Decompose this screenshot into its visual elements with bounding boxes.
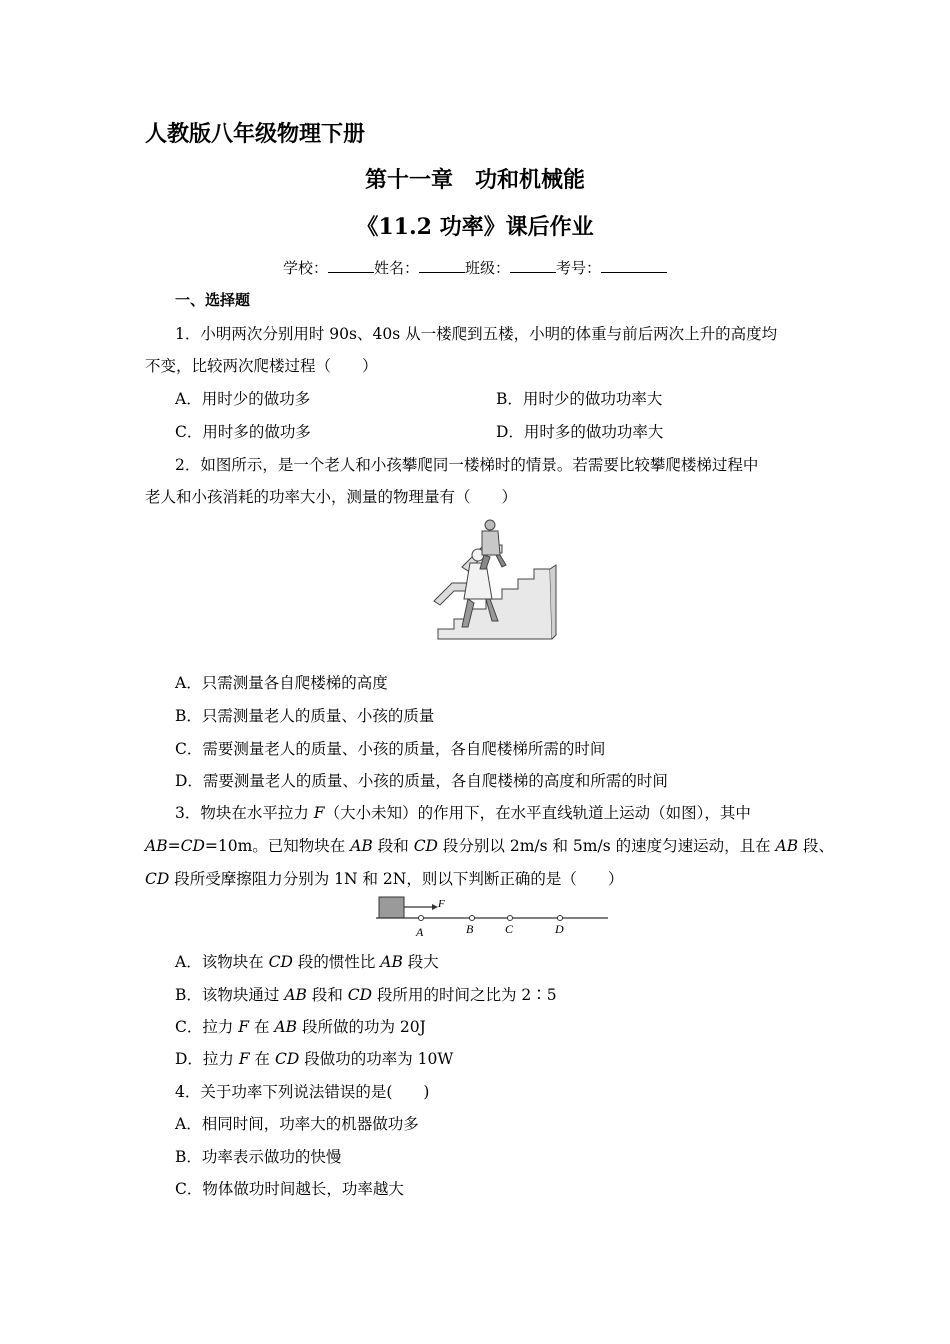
point-a bbox=[419, 916, 424, 921]
exam-no-label: 考号： bbox=[556, 259, 602, 277]
q3-option-b[interactable]: B．该物块通过 AB 段和 CD 段所用的时间之比为 2∶5 bbox=[175, 986, 557, 1004]
q3-stem-line1: 3．物块在水平拉力 F（大小未知）的作用下，在水平直线轨道上运动（如图），其中 bbox=[175, 804, 751, 822]
q4-stem: 4．关于功率下列说法错误的是( ) bbox=[175, 1083, 430, 1101]
q2-option-b[interactable]: B．只需测量老人的质量、小孩的质量 bbox=[175, 707, 435, 725]
force-label: F bbox=[438, 898, 445, 910]
track-figure bbox=[376, 894, 610, 940]
q2-option-c[interactable]: C．需要测量老人的质量、小孩的质量，各自爬楼梯所需的时间 bbox=[175, 740, 606, 758]
q2-stem-line1: 2．如图所示，是一个老人和小孩攀爬同一楼梯时的情景。若需要比较攀爬楼梯过程中 bbox=[175, 456, 759, 474]
class-blank[interactable] bbox=[510, 258, 556, 273]
student-info-line bbox=[0, 257, 950, 278]
lesson-title: 《11.2 功率》课后作业 bbox=[356, 214, 594, 240]
staircase-figure bbox=[432, 517, 558, 643]
q3-option-c[interactable]: C．拉力 F 在 AB 段所做的功为 20J bbox=[175, 1018, 426, 1036]
school-blank[interactable] bbox=[328, 258, 374, 273]
name-label: 姓名： bbox=[373, 259, 419, 277]
series-title: 人教版八年级物理下册 bbox=[145, 121, 366, 147]
point-b bbox=[470, 916, 475, 921]
q2-option-a[interactable]: A．只需测量各自爬楼梯的高度 bbox=[175, 674, 388, 692]
q4-option-c[interactable]: C．物体做功时间越长，功率越大 bbox=[175, 1180, 404, 1198]
q1-option-c[interactable]: C．用时多的做功多 bbox=[175, 423, 311, 441]
chapter-title: 第十一章 功和机械能 bbox=[364, 167, 585, 193]
q1-option-d[interactable]: D．用时多的做功功率大 bbox=[496, 423, 664, 441]
name-blank[interactable] bbox=[419, 258, 465, 273]
class-label: 班级： bbox=[465, 259, 511, 277]
section-heading: 一、选择题 bbox=[175, 291, 251, 309]
point-c bbox=[508, 916, 513, 921]
label-a: A bbox=[416, 925, 424, 939]
point-d bbox=[558, 916, 563, 921]
exam-no-blank[interactable] bbox=[601, 258, 667, 273]
q3-stem-line3: CD 段所受摩擦阻力分别为 1N 和 2N，则以下判断正确的是（ ） bbox=[145, 870, 624, 888]
q4-option-b[interactable]: B．功率表示做功的快慢 bbox=[175, 1148, 342, 1166]
block-shape bbox=[379, 897, 404, 918]
q1-stem-line1: 1．小明两次分别用时 90s、40s 从一楼爬到五楼，小明的体重与前后两次上升的高度均 bbox=[175, 325, 778, 343]
label-b: B bbox=[466, 922, 474, 936]
q2-option-d[interactable]: D．需要测量老人的质量、小孩的质量，各自爬楼梯的高度和所需的时间 bbox=[175, 772, 668, 790]
q1-option-a[interactable]: A．用时少的做功多 bbox=[175, 390, 311, 408]
school-label: 学校： bbox=[282, 259, 328, 277]
q3-stem-line2: AB=CD=10m。已知物块在 AB 段和 CD 段分别以 2m/s 和 5m/s 的速度匀速运动，且在 AB 段、 bbox=[145, 837, 835, 855]
q3-option-d[interactable]: D．拉力 F 在 CD 段做功的功率为 10W bbox=[175, 1050, 454, 1068]
q4-option-a[interactable]: A．相同时间，功率大的机器做功多 bbox=[175, 1115, 419, 1133]
q1-option-b[interactable]: B．用时少的做功功率大 bbox=[496, 390, 663, 408]
q1-stem-line2: 不变，比较两次爬楼过程（ ） bbox=[145, 357, 378, 375]
label-c: C bbox=[505, 922, 514, 936]
q3-option-a[interactable]: A．该物块在 CD 段的惯性比 AB 段大 bbox=[175, 953, 439, 971]
q2-stem-line2: 老人和小孩消耗的功率大小，测量的物理量有（ ） bbox=[145, 488, 518, 506]
label-d: D bbox=[555, 922, 564, 936]
